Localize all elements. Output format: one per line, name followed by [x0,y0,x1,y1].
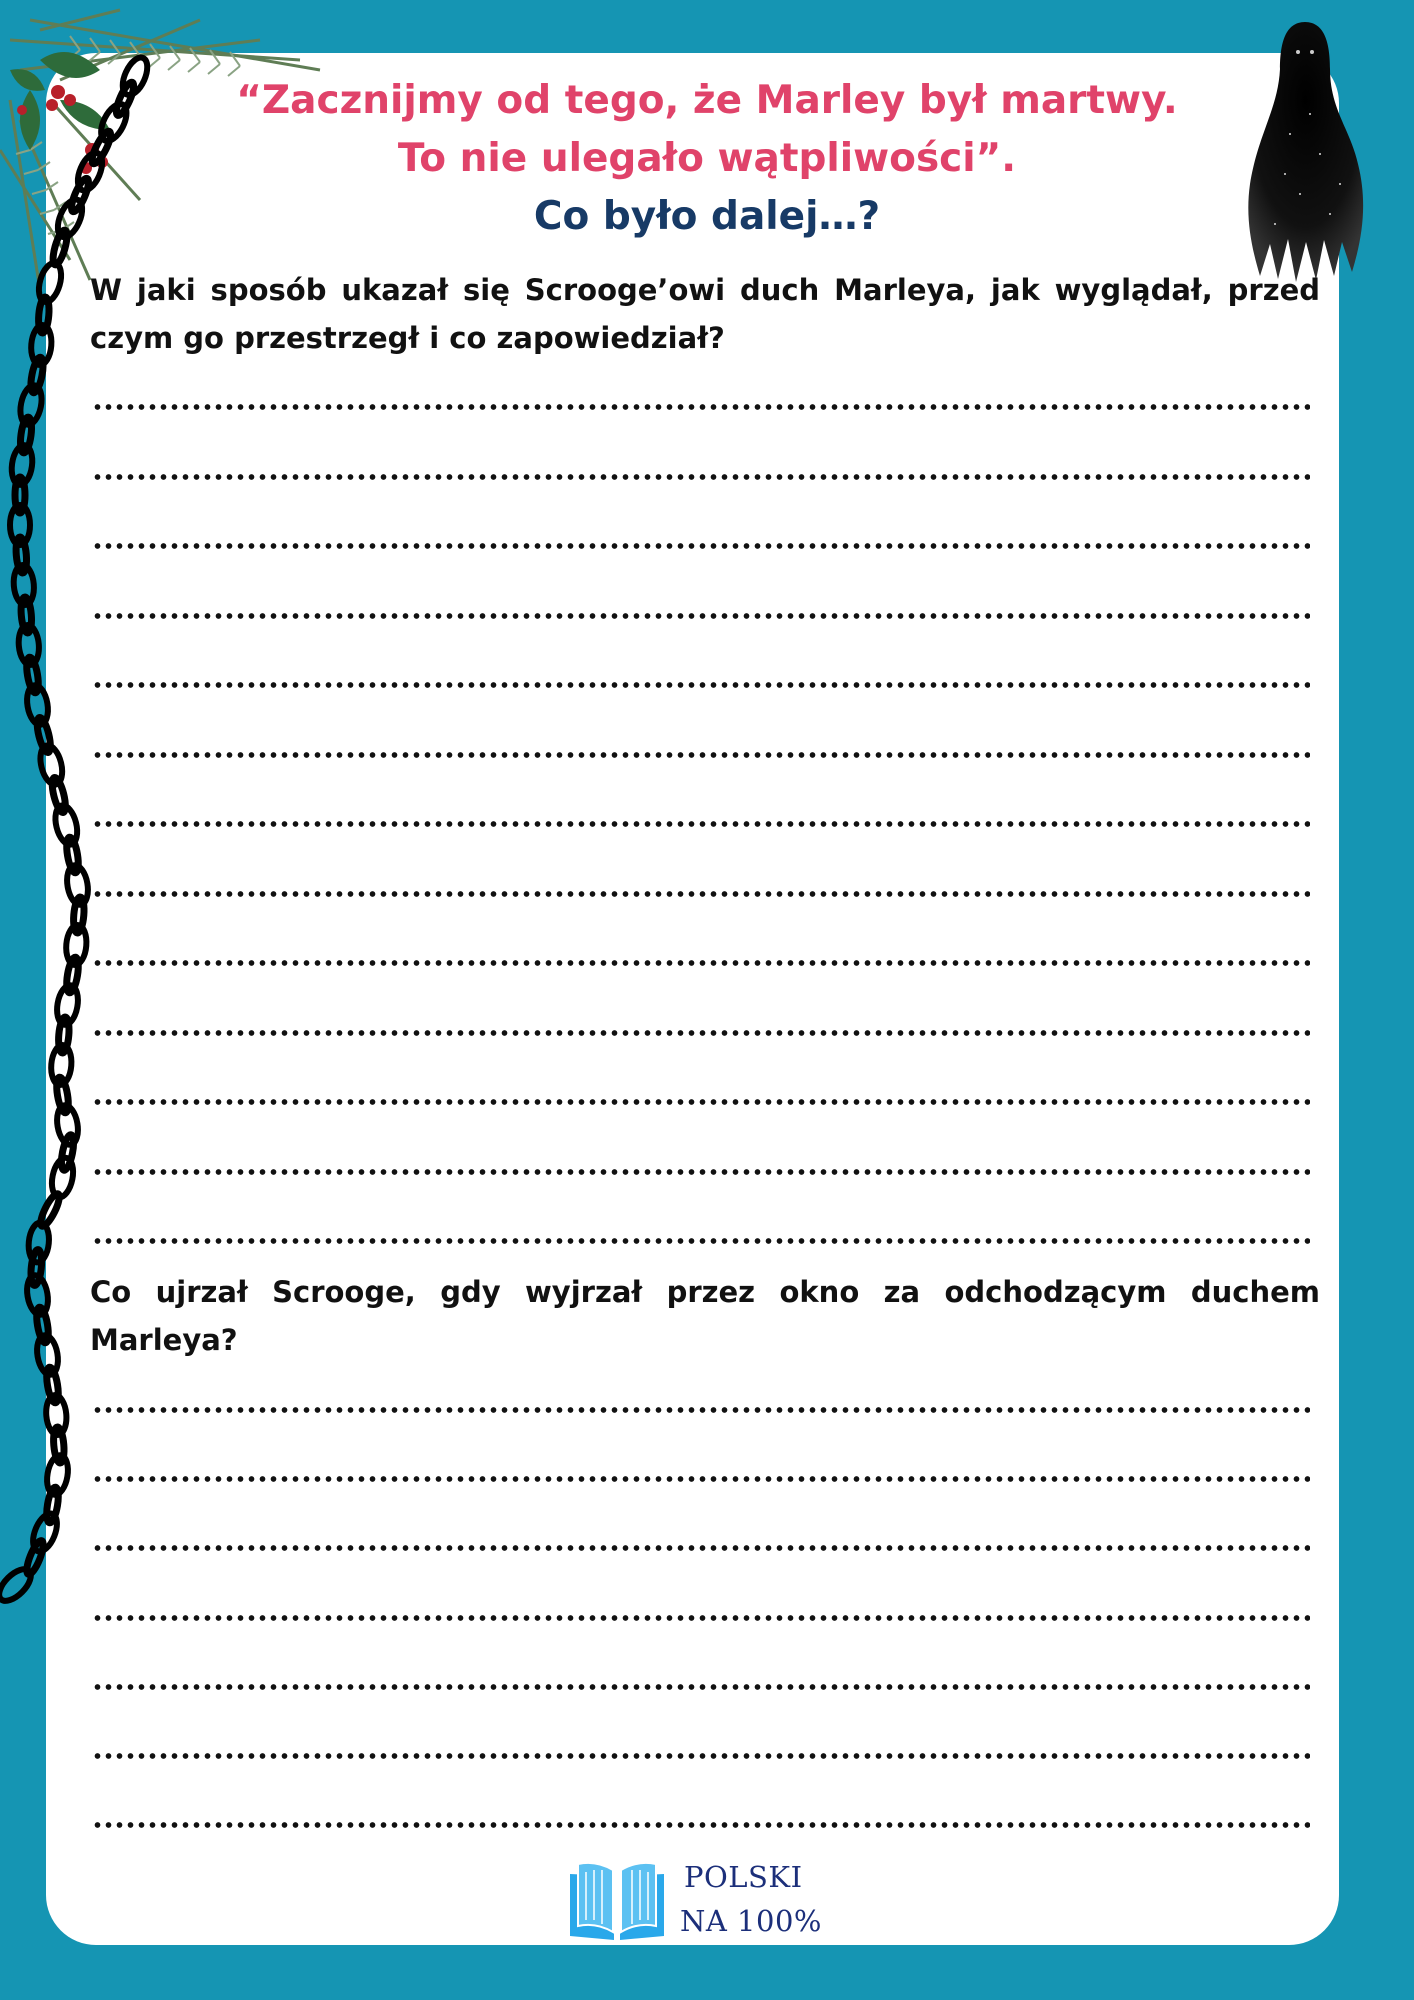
answer-line[interactable] [92,1169,1310,1175]
answer-line[interactable] [92,1238,1310,1244]
answer-line[interactable] [92,752,1310,758]
heading-question: Co było dalej…? [533,194,881,239]
answer-line[interactable] [92,1476,1310,1482]
answer-line[interactable] [92,891,1310,897]
answer-line[interactable] [92,682,1310,688]
answer-line[interactable] [92,1684,1310,1690]
answer-line[interactable] [92,404,1310,410]
answer-line[interactable] [92,1545,1310,1551]
open-book-icon [566,1858,668,1940]
question-1: W jaki sposób ukazał się Scrooge’owi duch Marleya, jak wyglądał, przed czym go przestrzegł i co zapowiedział? [90,273,1320,355]
answer-line[interactable] [92,474,1310,480]
chain-link [0,1564,36,1606]
answer-line[interactable] [92,1822,1310,1828]
answer-line[interactable] [92,1099,1310,1105]
answer-line[interactable] [92,1615,1310,1621]
answer-line[interactable] [92,1753,1310,1759]
answer-line[interactable] [92,960,1310,966]
heading-quote-line-2: To nie ulegało wątpliwości”. [397,136,1017,181]
footer-brand-line-1: POLSKI [684,1860,803,1894]
heading-quote-line-1: “Zacznijmy od tego, że Marley był martwy. [236,78,1178,123]
question-2: Co ujrzał Scrooge, gdy wyjrzał przez okno za odchodzącym duchem Marleya? [90,1275,1320,1357]
answer-line[interactable] [92,821,1310,827]
answer-line[interactable] [92,613,1310,619]
footer-brand-line-2: NA 100% [680,1904,822,1938]
answer-line[interactable] [92,543,1310,549]
answer-line[interactable] [92,1030,1310,1036]
answer-line[interactable] [92,1407,1310,1413]
